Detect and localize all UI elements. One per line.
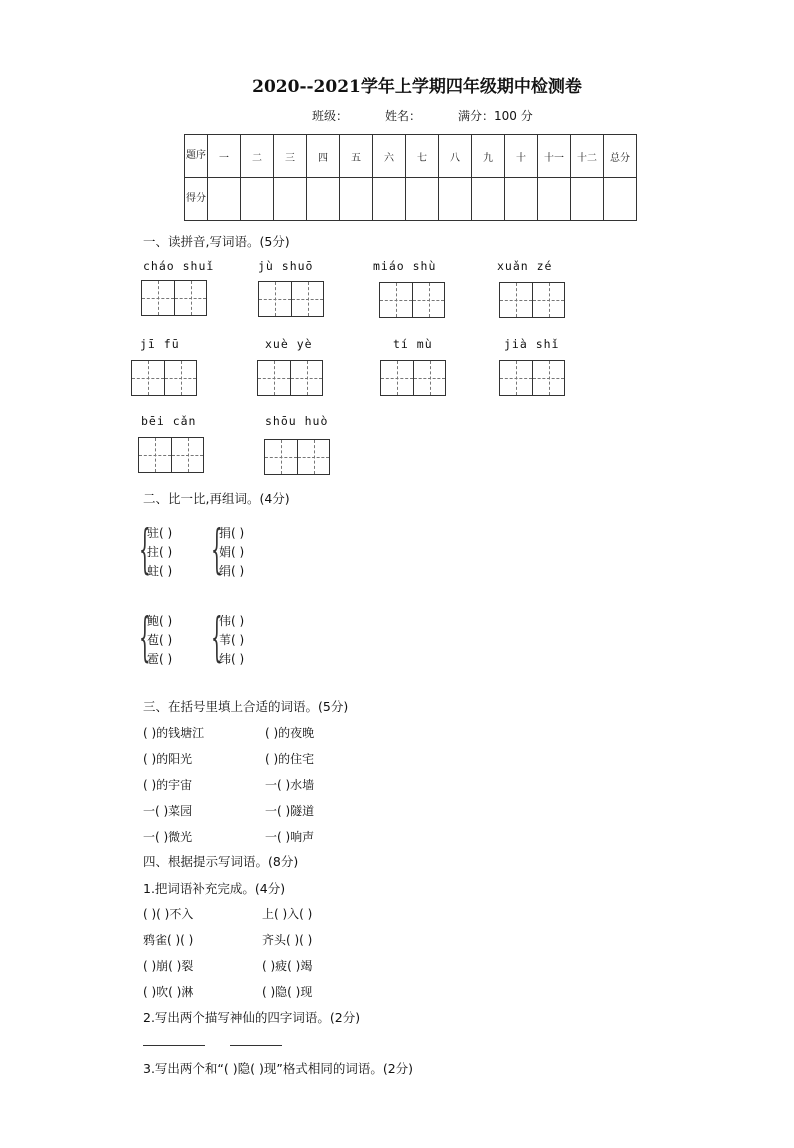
score-table-score-row [185,178,637,221]
question-4-3: 3.写出两个和“( )隐( )现”格式相同的词语。(2分) [143,1061,414,1076]
score-cell[interactable] [439,178,472,221]
pinyin-3: miáo shù [373,259,437,273]
fill-item[interactable]: ( )的阳光 [143,752,193,766]
col-total: 总分 [604,135,637,178]
score-cell[interactable] [373,178,406,221]
writing-grid-10[interactable] [264,439,330,475]
left-brace-icon: { [139,608,151,668]
pinyin-8: jià shǐ [504,337,560,351]
writing-grid-5[interactable] [131,360,197,396]
section-3-heading: 三、在括号里填上合适的词语。(5分) [143,699,349,714]
fill-item[interactable]: 一( )响声 [265,830,315,844]
idiom-item[interactable]: 鸦雀( )( ) [143,933,194,947]
score-cell[interactable] [208,178,241,221]
answer-line[interactable] [143,1044,205,1046]
left-brace-icon: { [211,520,223,580]
writing-grid-1[interactable] [141,280,207,316]
fill-item[interactable]: ( )的夜晚 [265,726,315,740]
question-4-2: 2.写出两个描写神仙的四字词语。(2分) [143,1010,361,1025]
compare-item[interactable]: 纬( ) [219,652,245,666]
page-title: 2020--2021学年上学期四年级期中检测卷 [252,77,582,97]
score-cell[interactable] [406,178,439,221]
fill-item[interactable]: 一( )菜园 [143,804,193,818]
left-brace-icon: { [139,520,151,580]
compare-group-2a [147,612,172,669]
name-label: 姓名： [385,109,422,123]
compare-item[interactable]: 捐( ) [219,526,245,540]
section-2-heading: 二、比一比,再组词。(4分) [143,491,290,506]
idiom-item[interactable]: ( )吹( )淋 [143,985,194,999]
pinyin-6: xuè yè [265,337,313,351]
left-brace-icon: { [211,608,223,668]
pinyin-4: xuǎn zé [497,259,553,273]
fill-item[interactable]: 一( )隧道 [265,804,315,818]
section-1-heading: 一、读拼音,写词语。(5分) [143,234,290,249]
fill-item[interactable]: 一( )水墙 [265,778,315,792]
writing-grid-4[interactable] [499,282,565,318]
compare-item[interactable]: 蛀( ) [147,564,173,578]
score-cell[interactable] [274,178,307,221]
col-10: 十 [505,135,538,178]
compare-group-1a [147,524,172,581]
full-score-label: 满分：100 分 [458,109,533,123]
writing-grid-2[interactable] [258,281,324,317]
col-12: 十二 [571,135,604,178]
score-cell[interactable] [340,178,373,221]
section-4-heading: 四、根据提示写词语。(8分) [143,854,299,869]
row-label-order: 题序 [185,135,208,178]
col-3: 三 [274,135,307,178]
fill-item[interactable]: ( )的住宅 [265,752,315,766]
fill-item[interactable]: 一( )微光 [143,830,193,844]
compare-item[interactable]: 拄( ) [147,545,173,559]
idiom-item[interactable]: ( )疲( )竭 [262,959,313,973]
pinyin-7: tí mù [393,337,433,351]
question-4-1: 1.把词语补充完成。(4分) [143,881,286,896]
col-4: 四 [307,135,340,178]
score-cell[interactable] [604,178,637,221]
score-cell[interactable] [241,178,274,221]
col-8: 八 [439,135,472,178]
row-label-score: 得分 [185,178,208,221]
compare-item[interactable]: 鲍( ) [147,614,173,628]
score-table [184,134,637,221]
col-5: 五 [340,135,373,178]
idiom-item[interactable]: ( )隐( )现 [262,985,313,999]
col-1: 一 [208,135,241,178]
pinyin-9: bēi cǎn [141,414,197,428]
answer-line[interactable] [230,1044,282,1046]
idiom-item[interactable]: ( )( )不入 [143,907,194,921]
fill-item[interactable]: ( )的钱塘江 [143,726,205,740]
col-9: 九 [472,135,505,178]
writing-grid-6[interactable] [257,360,323,396]
score-table-header-row [185,135,637,178]
pinyin-10: shōu huò [265,414,329,428]
col-6: 六 [373,135,406,178]
pinyin-1: cháo shuǐ [143,259,215,273]
col-7: 七 [406,135,439,178]
score-cell[interactable] [505,178,538,221]
compare-group-1b [219,524,244,581]
col-2: 二 [241,135,274,178]
class-label: 班级： [312,109,349,123]
pinyin-2: jù shuō [258,259,314,273]
compare-item[interactable]: 苞( ) [147,633,173,647]
compare-item[interactable]: 雹( ) [147,652,173,666]
compare-item[interactable]: 娟( ) [219,545,245,559]
col-11: 十一 [538,135,571,178]
compare-group-2b [219,612,244,669]
idiom-item[interactable]: 上( )入( ) [262,907,313,921]
pinyin-5: jī fū [140,337,180,351]
idiom-item[interactable]: ( )崩( )裂 [143,959,194,973]
score-cell[interactable] [538,178,571,221]
score-cell[interactable] [472,178,505,221]
compare-item[interactable]: 绢( ) [219,564,245,578]
fill-item[interactable]: ( )的宇宙 [143,778,193,792]
writing-grid-8[interactable] [499,360,565,396]
score-cell[interactable] [571,178,604,221]
compare-item[interactable]: 驻( ) [147,526,173,540]
compare-item[interactable]: 伟( ) [219,614,245,628]
writing-grid-3[interactable] [379,282,445,318]
writing-grid-7[interactable] [380,360,446,396]
compare-item[interactable]: 苇( ) [219,633,245,647]
writing-grid-9[interactable] [138,437,204,473]
idiom-item[interactable]: 齐头( )( ) [262,933,313,947]
score-cell[interactable] [307,178,340,221]
